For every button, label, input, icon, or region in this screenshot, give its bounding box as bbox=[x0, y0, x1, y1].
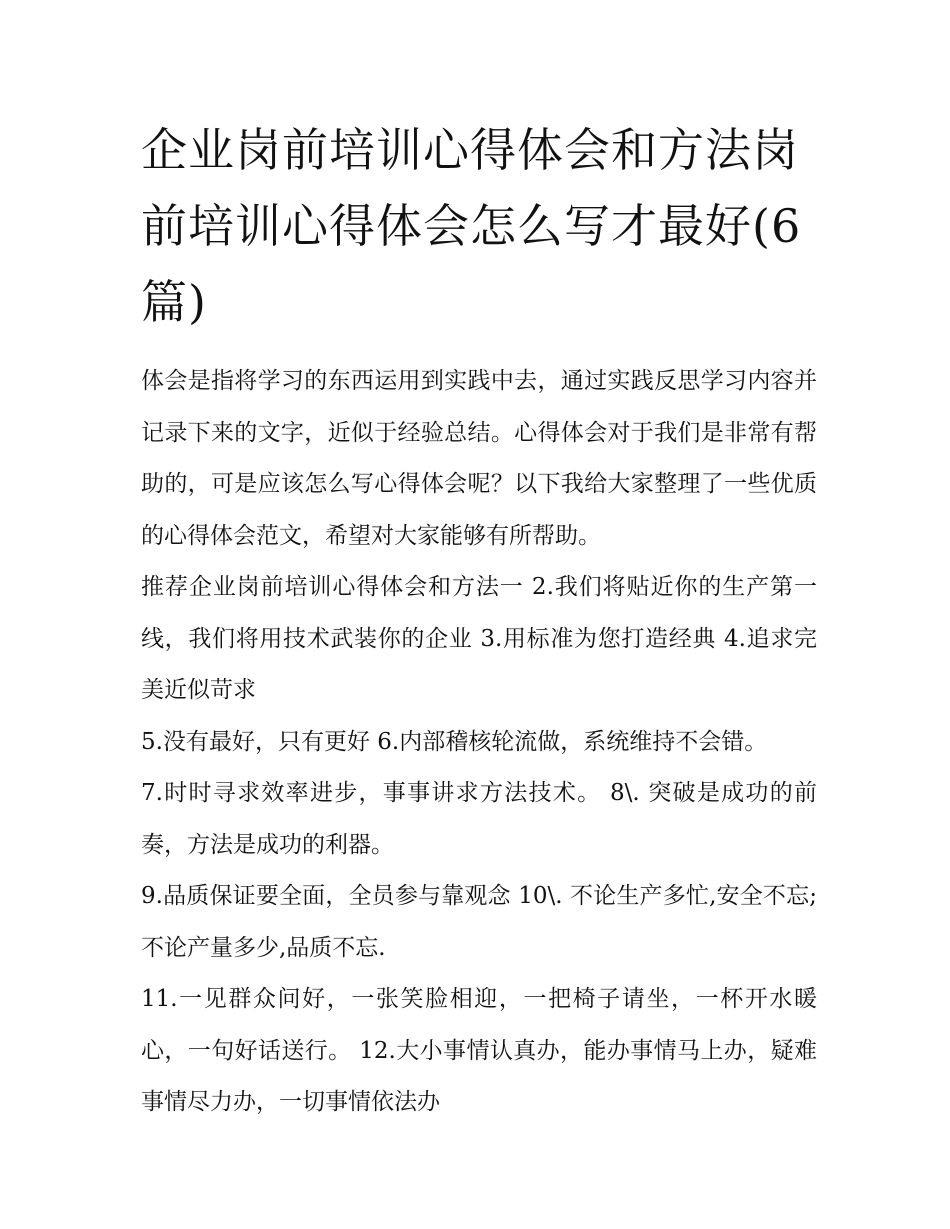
document-title: 企业岗前培训心得体会和方法岗前培训心得体会怎么写才最好(6篇) bbox=[141, 123, 802, 329]
paragraph-slogans-3: 7.时时寻求效率进步，事事讲求方法技术。 8\. 突破是成功的前奏，方法是成功的利器。 bbox=[141, 780, 817, 858]
paragraph-slogans-2: 5.没有最好，只有更好 6.内部稽核轮流做，系统维持不会错。 bbox=[141, 728, 768, 755]
paragraph-slogans-4: 9.品质保证要全面，全员参与靠观念 10\. 不论生产多忙,安全不忘;不论产量多少,品质不忘. bbox=[141, 883, 817, 961]
paragraph-slogans-1: 推荐企业岗前培训心得体会和方法一 2.我们将贴近你的生产第一线，我们将用技术武装你的企业 3.用标准为您打造经典 4.追求完美近似苛求 bbox=[141, 574, 817, 703]
document-page bbox=[141, 112, 817, 1129]
paragraph-slogans-5: 11.一见群众问好，一张笑脸相迎，一把椅子请坐，一杯开水暖心，一句好话送行。 12.大小事情认真办，能办事情马上办，疑难事情尽力办，一切事情依法办 bbox=[141, 986, 817, 1115]
paragraph-intro: 体会是指将学习的东西运用到实践中去，通过实践反思学习内容并记录下来的文字，近似于经验总结。心得体会对于我们是非常有帮助的，可是应该怎么写心得体会呢？以下我给大家整理了一些优质的心得体会范文，希望对大家能够有所帮助。 bbox=[141, 368, 817, 549]
